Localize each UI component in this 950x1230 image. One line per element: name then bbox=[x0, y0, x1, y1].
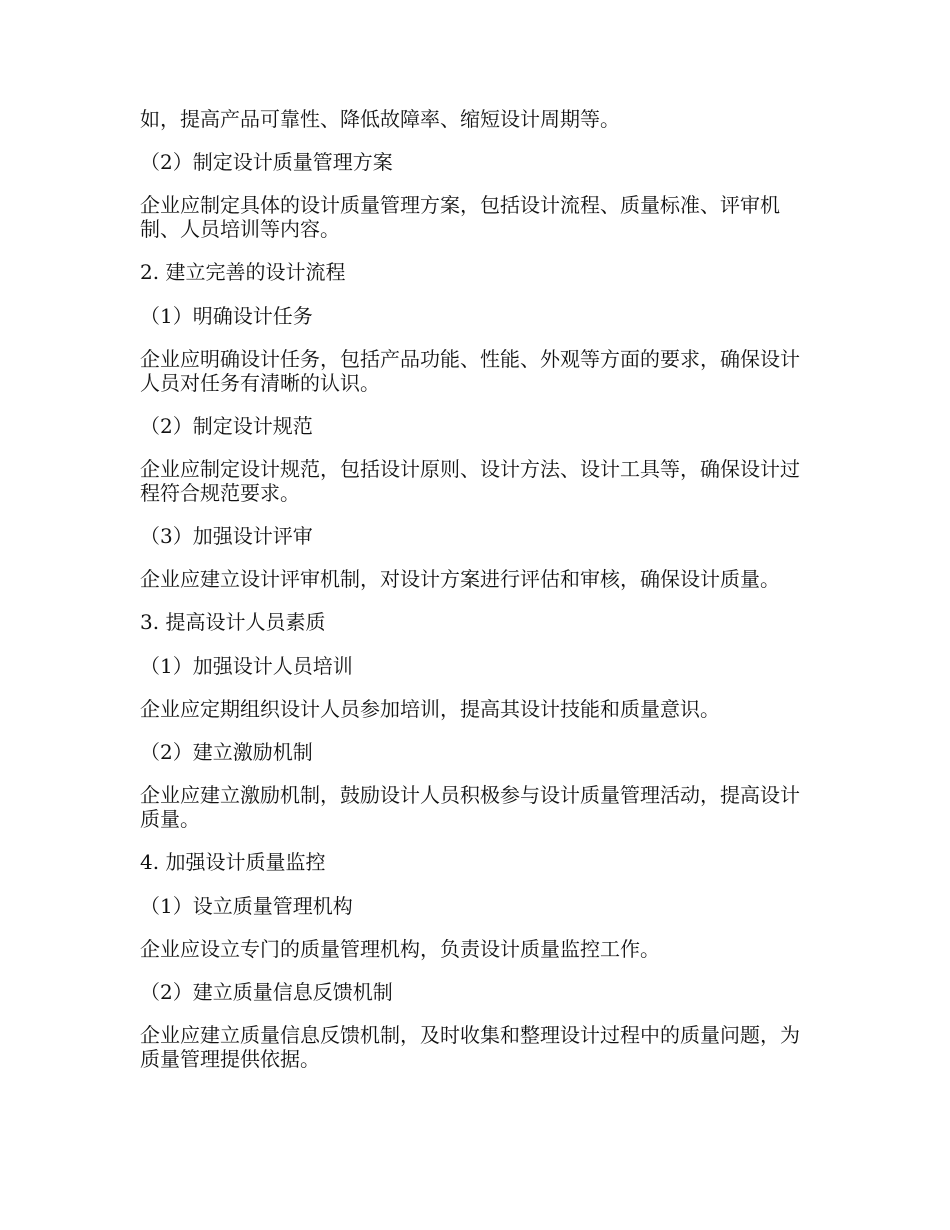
body-paragraph: 企业应建立质量信息反馈机制，及时收集和整理设计过程中的质量问题，为质量管理提供依据。 bbox=[140, 1023, 800, 1071]
section-heading: 3. 提高设计人员素质 bbox=[140, 610, 326, 634]
subheading: （2）制定设计规范 bbox=[140, 414, 313, 438]
section-heading: 4. 加强设计质量监控 bbox=[140, 850, 326, 874]
body-paragraph: 企业应设立专门的质量管理机构，负责设计质量监控工作。 bbox=[140, 937, 660, 961]
subheading: （3）加强设计评审 bbox=[140, 524, 313, 548]
body-paragraph: 企业应建立设计评审机制，对设计方案进行评估和审核，确保设计质量。 bbox=[140, 567, 780, 591]
body-paragraph: 如，提高产品可靠性、降低故障率、缩短设计周期等。 bbox=[140, 107, 620, 131]
subheading: （1）设立质量管理机构 bbox=[140, 894, 353, 918]
subheading: （1）加强设计人员培训 bbox=[140, 654, 353, 678]
subheading: （2）制定设计质量管理方案 bbox=[140, 150, 393, 174]
body-paragraph: 企业应制定设计规范，包括设计原则、设计方法、设计工具等，确保设计过程符合规范要求。 bbox=[140, 457, 800, 505]
body-paragraph: 企业应制定具体的设计质量管理方案，包括设计流程、质量标准、评审机制、人员培训等内容。 bbox=[140, 193, 780, 241]
subheading: （2）建立激励机制 bbox=[140, 740, 313, 764]
body-paragraph: 企业应定期组织设计人员参加培训，提高其设计技能和质量意识。 bbox=[140, 697, 720, 721]
subheading: （1）明确设计任务 bbox=[140, 304, 313, 328]
section-heading: 2. 建立完善的设计流程 bbox=[140, 260, 346, 284]
body-paragraph: 企业应明确设计任务，包括产品功能、性能、外观等方面的要求，确保设计人员对任务有清晰的认识。 bbox=[140, 347, 800, 395]
subheading: （2）建立质量信息反馈机制 bbox=[140, 980, 393, 1004]
document-page bbox=[140, 107, 800, 1090]
body-paragraph: 企业应建立激励机制，鼓励设计人员积极参与设计质量管理活动，提高设计质量。 bbox=[140, 783, 800, 831]
